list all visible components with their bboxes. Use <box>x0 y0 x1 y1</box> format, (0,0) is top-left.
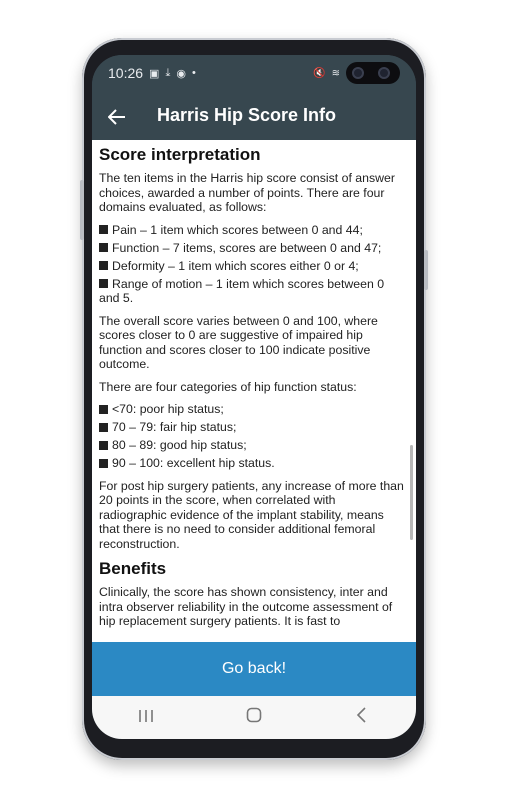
shield-icon: ◉ <box>176 67 186 80</box>
page-title: Harris Hip Score Info <box>157 105 337 125</box>
list-item: Deformity – 1 item which scores either 0 or 4; <box>99 259 404 274</box>
square-bullet-icon <box>99 459 108 468</box>
front-camera-icon <box>346 62 400 84</box>
list-item: 80 – 89: good hip status; <box>99 438 404 453</box>
overall-paragraph: The overall score varies between 0 and 100, where scores closer to 0 are suggestive of impaired hip function and scores closer to 100 indicate positive outcome. <box>99 313 378 371</box>
dot-icon: • <box>191 67 196 79</box>
post-surgery-paragraph: For post hip surgery patients, any increase of more than 20 points in the score, when correlated with radiographic evidence of the implant stability, means that there is no need to consider additional femoral reconstruction. <box>99 478 404 551</box>
scrollbar[interactable] <box>410 445 413 540</box>
square-bullet-icon <box>99 243 108 252</box>
app-bar <box>92 91 416 140</box>
download-icon: ⤓ <box>165 66 171 79</box>
go-back-button[interactable]: Go back! <box>92 642 416 696</box>
intro-paragraph: The ten items in the Harris hip score consist of answer choices, awarded a number of points. There are four domains evaluated, as follows: <box>99 171 395 214</box>
list-item: Pain – 1 item which scores between 0 and 44; <box>99 223 404 238</box>
home-icon[interactable] <box>224 707 284 728</box>
list-item: Function – 7 items, scores are between 0 and 47; <box>99 241 404 256</box>
wifi-icon: ≋ <box>331 67 340 79</box>
square-bullet-icon <box>99 261 108 270</box>
list-item: Range of motion – 1 item which scores between 0 and 5. <box>99 276 385 305</box>
square-bullet-icon <box>99 441 108 450</box>
interpretation-heading: Score interpretation <box>99 145 261 164</box>
benefits-paragraph: Clinically, the score has shown consistency, inter and intra observer reliability in the outcome assessment of hip replacement surgery patients. It is fast to <box>99 585 393 628</box>
domains-list <box>99 223 404 306</box>
phone-screen <box>92 55 416 739</box>
list-item: <70: poor hip status; <box>99 402 404 417</box>
mute-icon: 🔇 <box>313 67 326 79</box>
info-content[interactable] <box>92 140 416 642</box>
recents-icon[interactable] <box>116 707 176 728</box>
phone-power-button <box>424 250 428 290</box>
list-item: 70 – 79: fair hip status; <box>99 420 404 435</box>
categories-list <box>99 402 404 471</box>
benefits-heading: Benefits <box>99 559 167 578</box>
square-bullet-icon <box>99 405 108 414</box>
list-item: 90 – 100: excellent hip status. <box>99 456 404 471</box>
image-icon: ▣ <box>149 67 160 80</box>
square-bullet-icon <box>99 423 108 432</box>
status-bar <box>92 55 416 91</box>
phone-volume-button <box>80 180 84 240</box>
system-nav-bar <box>92 696 416 739</box>
back-chevron-icon[interactable] <box>332 707 392 728</box>
arrow-left-icon[interactable] <box>92 91 142 140</box>
categories-intro: There are four categories of hip function status: <box>99 379 357 394</box>
square-bullet-icon <box>99 279 108 288</box>
status-time: 10:26 <box>108 65 144 81</box>
square-bullet-icon <box>99 225 108 234</box>
